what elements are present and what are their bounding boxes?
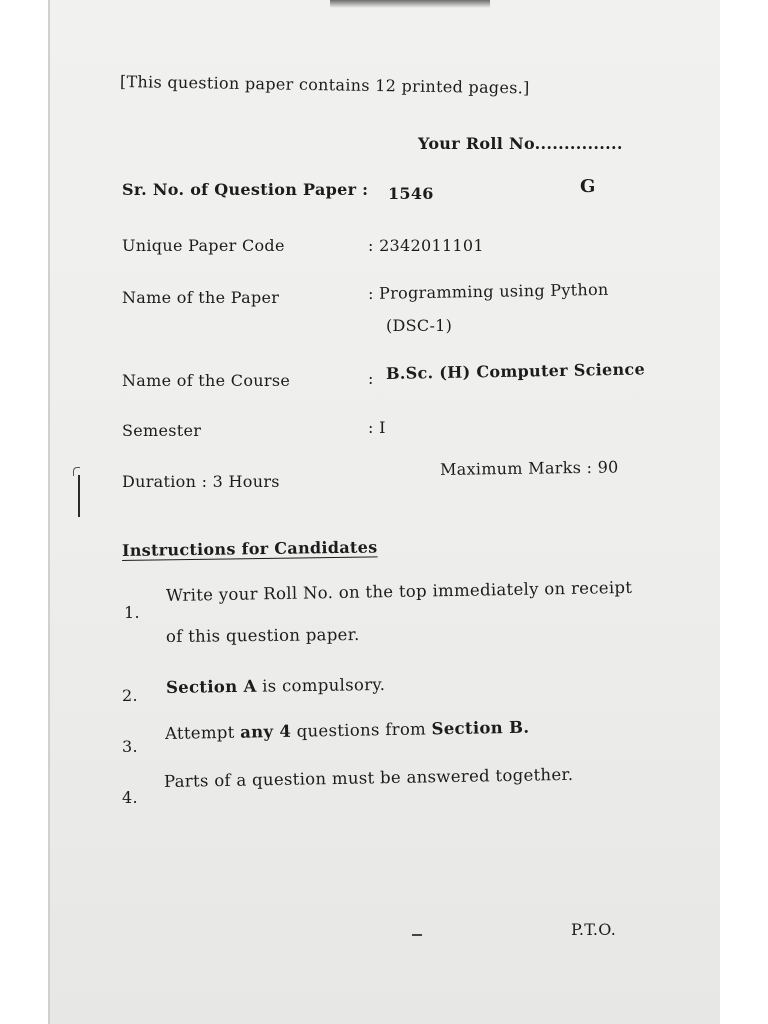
course-colon: : bbox=[368, 369, 374, 388]
instruction-4-text: Parts of a question must be answered together. bbox=[163, 764, 574, 791]
paper-code-label: Unique Paper Code bbox=[122, 236, 285, 255]
please-turn-over: P.T.O. bbox=[571, 920, 617, 939]
semester-value: : I bbox=[368, 418, 386, 437]
paper-name-label: Name of the Paper bbox=[122, 288, 280, 307]
paper-code-value: : 2342011101 bbox=[368, 236, 484, 255]
stray-mark bbox=[412, 934, 422, 936]
instruction-3-mid: questions from bbox=[290, 719, 432, 741]
instruction-2-number: 2. bbox=[122, 686, 138, 705]
instruction-1-text: Write your Roll No. on the top immediately on receipt bbox=[165, 577, 633, 605]
margin-pen-hook bbox=[73, 467, 80, 476]
paper-name-value: : Programming using Python bbox=[367, 279, 609, 303]
instruction-2-rest: is compulsory. bbox=[256, 674, 386, 696]
section-a-emphasis: Section A bbox=[165, 676, 257, 697]
instructions-heading: Instructions for Candidates bbox=[121, 537, 378, 560]
instruction-1-number: 1. bbox=[124, 603, 140, 622]
instruction-3-pre: Attempt bbox=[164, 722, 241, 743]
paper-name-value-continued: (DSC-1) bbox=[386, 316, 453, 335]
section-b-emphasis: Section B. bbox=[431, 717, 530, 739]
instruction-3-number: 3. bbox=[122, 737, 138, 756]
course-value: B.Sc. (H) Computer Science bbox=[385, 359, 646, 383]
top-shadow bbox=[330, 0, 490, 8]
any-4-emphasis: any 4 bbox=[239, 721, 292, 742]
page-edge bbox=[48, 0, 50, 1024]
pages-note: [This question paper contains 12 printed pages.] bbox=[119, 72, 530, 98]
serial-number-label: Sr. No. of Question Paper : bbox=[122, 180, 369, 199]
instruction-4-number: 4. bbox=[122, 788, 138, 807]
instruction-2-text bbox=[166, 675, 386, 697]
semester-label: Semester bbox=[122, 421, 202, 440]
instruction-1-text-continued: of this question paper. bbox=[165, 624, 360, 646]
margin-pen-mark bbox=[78, 475, 80, 517]
roll-number-line: Your Roll No............... bbox=[418, 134, 623, 153]
paper-set-letter: G bbox=[580, 176, 596, 197]
maximum-marks: Maximum Marks : 90 bbox=[439, 457, 619, 479]
question-paper-page bbox=[48, 0, 720, 1024]
serial-number-value: 1546 bbox=[388, 184, 434, 203]
course-label: Name of the Course bbox=[122, 371, 291, 390]
duration: Duration : 3 Hours bbox=[122, 472, 280, 491]
